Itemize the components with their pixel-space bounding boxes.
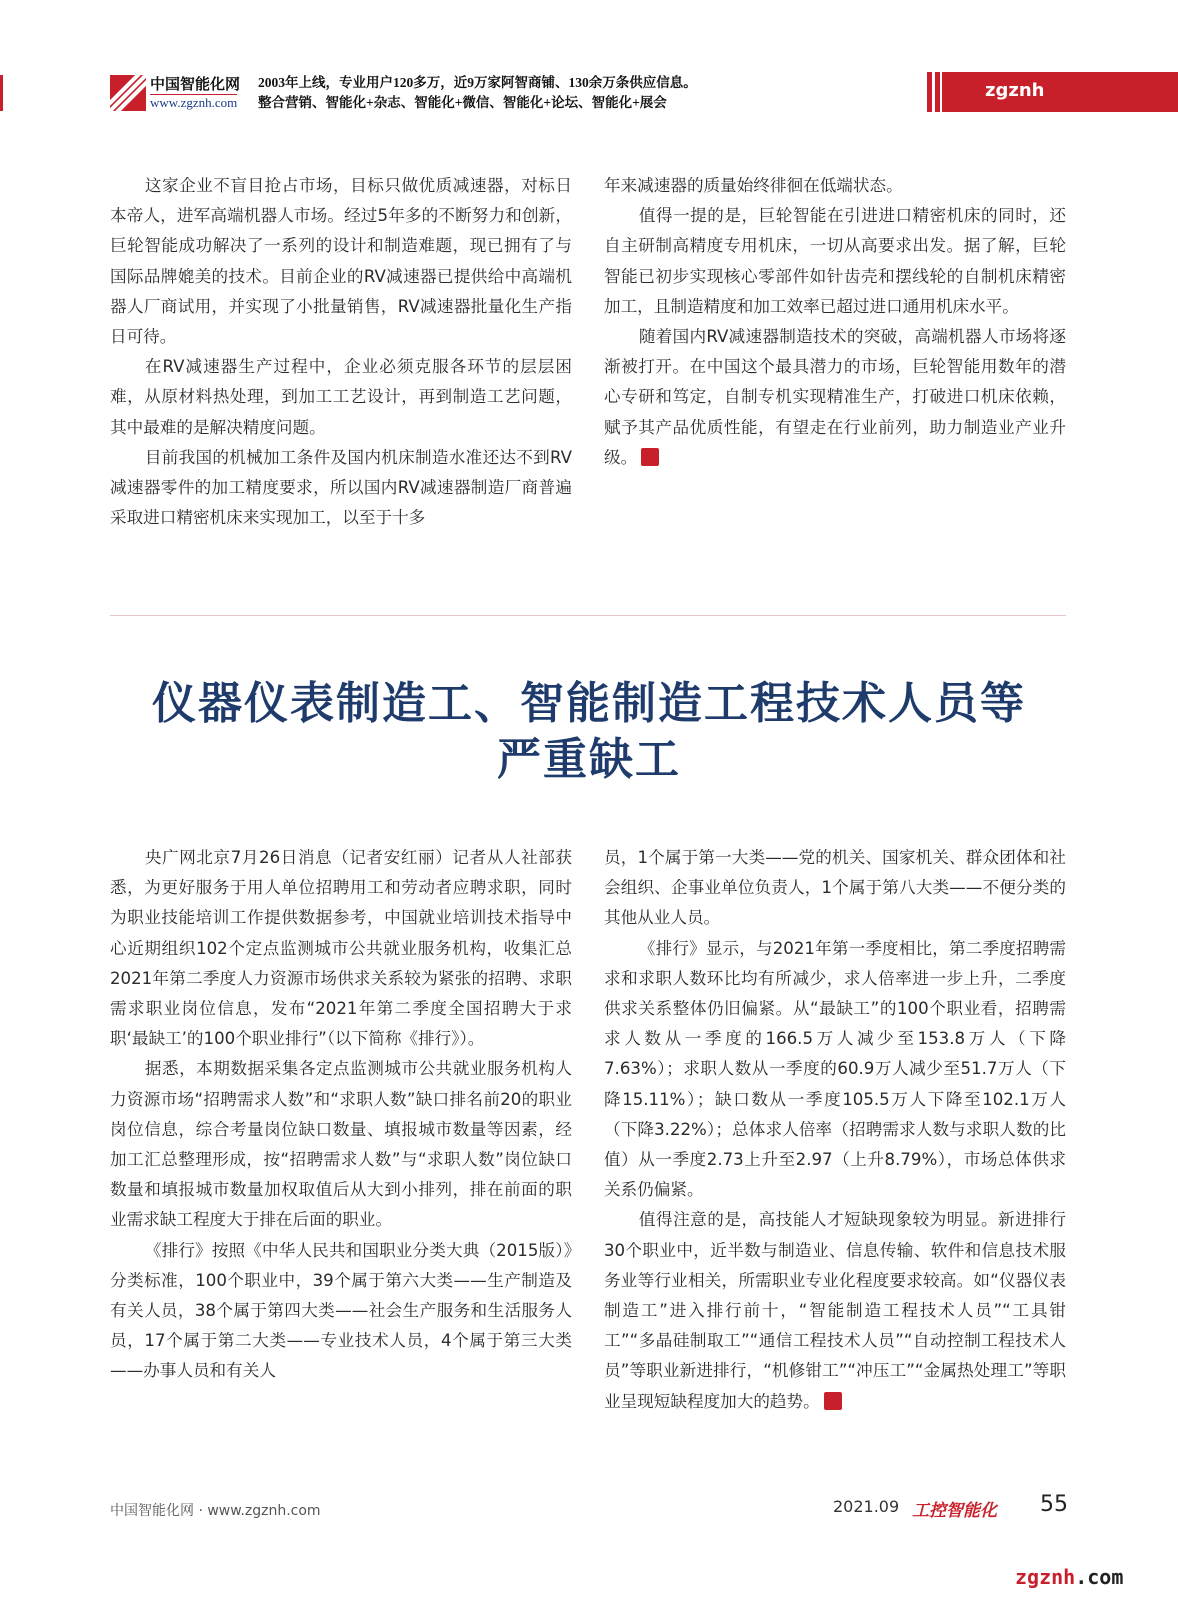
- title-line-1: 仪器仪表制造工、智能制造工程技术人员等: [152, 678, 1026, 729]
- paragraph: 这家企业不盲目抢占市场，目标只做优质减速器，对标日本帝人，进军高端机器人市场。经过5年多的不断努力和创新，巨轮智能成功解决了一系列的设计和制造难题，现已拥有了与国际品牌媲美的技术。目前企业的RV减速器已提供给中高端机器人厂商试用，并实现了小批量销售，RV减速器批量化生产指日可待。: [110, 176, 572, 347]
- header-slogan: [258, 73, 697, 113]
- page-number: 55: [1040, 1492, 1068, 1517]
- watermark-a: zgznh: [1015, 1565, 1076, 1589]
- paragraph: 据悉，本期数据采集各定点监测城市公共就业服务机构人力资源市场“招聘需求人数”和“求职人数”缺口排名前20的职业岗位信息，综合考量岗位缺口数量、填报城市数量等因素，经加工汇总整理形成，按“招聘需求人数”与“求职人数”岗位缺口数量和填报城市数量加权取值后从大到小排列，排在前面的职业需求缺工程度大于排在后面的职业。: [110, 1059, 572, 1230]
- slogan-line-1: 2003年上线，专业用户120多万，近9万家阿智商铺、130余万条供应信息。: [258, 75, 697, 90]
- title-line-2: 严重缺工: [497, 734, 681, 785]
- article-title: [100, 676, 1078, 788]
- brand-url: www.zgznh.com: [150, 95, 238, 110]
- section-divider: [110, 615, 1066, 616]
- header-band: [927, 72, 1178, 112]
- brand-name: 中国智能化网: [150, 77, 241, 93]
- footer-magazine-logo: 工控智能化: [912, 1501, 997, 1521]
- paragraph: 《排行》显示，与2021年第一季度相比，第二季度招聘需求和求职人数环比均有所减少，求人倍率进一步上升，二季度供求关系整体仍旧偏紧。从“最缺工”的100个职业看，招聘需求人数从一季度的166.5万人减少至153.8万人（下降7.63%）；求职人数从一季度的60.9万人减少至51.7万人（下降15.11%）；缺口数从一季度105.5万人下降至102.1万人（下降3.22%）；总体求人倍率（招聘需求人数与求职人数的比值）从一季度2.73上升至2.97（上升8.79%），市场总体供求关系仍偏紧。: [604, 938, 1066, 1200]
- site-logo-icon: [110, 75, 146, 111]
- footer-site: 中国智能化网 · www.zgznh.com: [110, 1503, 321, 1519]
- edge-accent: [0, 75, 3, 111]
- article1-right-column: [604, 171, 1066, 473]
- paragraph: 年来减速器的质量始终徘徊在低端状态。: [604, 176, 903, 195]
- paragraph: 员，1个属于第一大类——党的机关、国家机关、群众团体和社会组织、企事业单位负责人，1个属于第八大类——不便分类的其他从业人员。: [604, 848, 1066, 928]
- paragraph-text: 随着国内RV减速器制造技术的突破，高端机器人市场将逐渐被打开。在中国这个最具潜力的市场，巨轮智能用数年的潜心专研和笃定，自制专机实现精准生产，打破进口机床依赖，赋予其产品优质性能，有望走在行业前列，助力制造业产业升级。: [604, 327, 1066, 467]
- watermark-b: .com: [1075, 1565, 1124, 1589]
- article2-left-column: [110, 843, 572, 1387]
- paragraph: 《排行》按照《中华人民共和国职业分类大典（2015版）》分类标准，100个职业中，39个属于第六大类——生产制造及有关人员，38个属于第四大类——社会生产服务和生活服务人员，17个属于第二大类——专业技术人员，4个属于第三大类——办事人员和有关人: [110, 1240, 572, 1381]
- footer-issue: 2021.09: [833, 1497, 900, 1516]
- end-mark-icon: [824, 1392, 842, 1410]
- band-label: zgznh: [985, 80, 1045, 101]
- end-mark-icon: [641, 448, 659, 466]
- paragraph: 目前我国的机械加工条件及国内机床制造水准还达不到RV减速器零件的加工精度要求，所以国内RV减速器制造厂商普遍采取进口精密机床来实现加工，以至于十多: [110, 447, 572, 528]
- slogan-line-2: 整合营销、智能化+杂志、智能化+微信、智能化+论坛、智能化+展会: [258, 95, 667, 110]
- paragraph-text: 值得注意的是，高技能人才短缺现象较为明显。新进排行30个职业中，近半数与制造业、信息传输、软件和信息技术服务业等行业相关，所需职业专业化程度要求较高。如“仪器仪表制造工”进入排行前十，“智能制造工程技术人员”“工具钳工”“多晶硅制取工”“通信工程技术人员”“自动控制工程技术人员”等职业新进排行，“机修钳工”“冲压工”“金属热处理工”等职业呈现短缺程度加大的趋势。: [604, 1210, 1066, 1411]
- paragraph: [604, 1205, 1066, 1416]
- article1-left-column: [110, 171, 572, 533]
- paragraph: 在RV减速器生产过程中，企业必须克服各环节的层层困难，从原材料热处理，到加工工艺设计，再到制造工艺问题，其中最难的是解决精度问题。: [110, 357, 572, 437]
- watermark: [1015, 1565, 1123, 1589]
- paragraph: 值得一提的是，巨轮智能在引进进口精密机床的同时，还自主研制高精度专用机床，一切从高要求出发。据了解，巨轮智能已初步实现核心零部件如针齿壳和摆线轮的自制机床精密加工，且制造精度和加工效率已超过进口通用机床水平。: [604, 206, 1066, 316]
- paragraph: 央广网北京7月26日消息（记者安红丽）记者从人社部获悉，为更好服务于用人单位招聘用工和劳动者应聘求职，同时为职业技能培训工作提供数据参考，中国就业培训技术指导中心近期组织102个定点监测城市公共就业服务机构，收集汇总2021年第二季度人力资源市场供求关系较为紧张的招聘、求职需求职业岗位信息，发布“2021年第二季度全国招聘大于求职‘最缺工’的100个职业排行”（以下简称《排行》）。: [110, 848, 572, 1049]
- article2-right-column: [604, 843, 1066, 1417]
- paragraph: [604, 322, 1066, 473]
